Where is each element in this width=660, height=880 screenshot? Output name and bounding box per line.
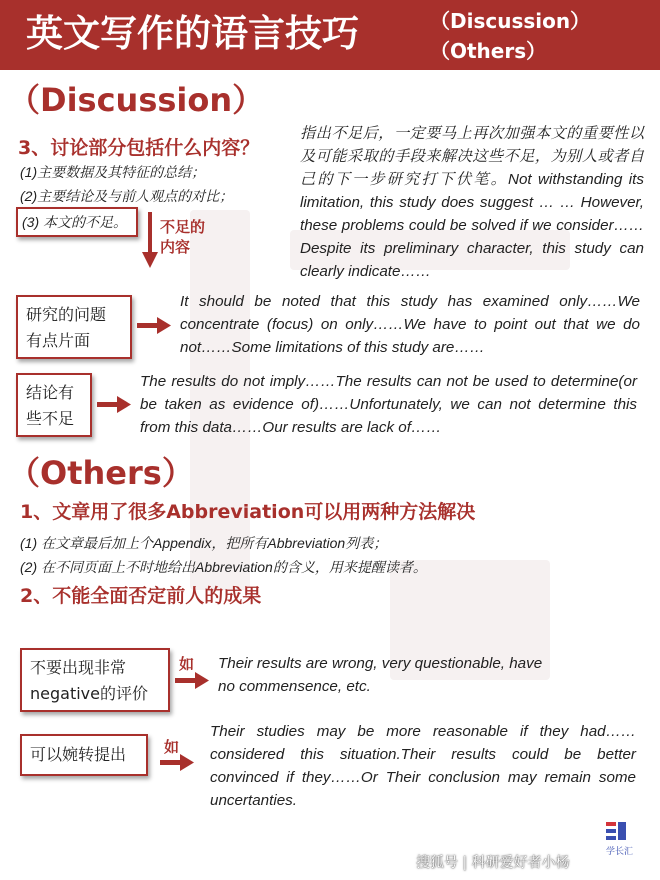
page-title: 英文写作的语言技巧 bbox=[26, 12, 359, 55]
case-label-line2: 些不足 bbox=[26, 409, 75, 428]
page-subtitle-others: （Others） bbox=[430, 39, 547, 63]
arrow-right-icon bbox=[160, 753, 196, 771]
case-text-insufficient-conclusion: The results do not imply……The results can not be used to determine(or be taken as evidence of)……Unfortunately, we can not determine this from this data……Our results are lack of…… bbox=[140, 373, 637, 436]
case-label-line1: 结论有 bbox=[26, 383, 75, 402]
discussion-item-3: (3) 本文的不足。 bbox=[22, 214, 127, 230]
case-label-line1: 不要出现非常 bbox=[30, 658, 127, 677]
case-box-no-negative bbox=[20, 648, 170, 712]
case-text-no-negative: Their results are wrong, very questionable, have no commensence, etc. bbox=[218, 655, 543, 695]
discussion-item-2: (2)主要结论及与前人观点的对比； bbox=[20, 188, 234, 204]
arrow-right-icon bbox=[137, 316, 173, 334]
method-item-1: (1) 在文章最后加上个Appendix，把所有Abbreviation列表； bbox=[20, 535, 388, 551]
arrow-down-icon bbox=[140, 212, 160, 270]
arrow-label-2: 内容 bbox=[160, 238, 191, 256]
case-box-partial-problem bbox=[16, 295, 132, 359]
discussion-section-title: （Discussion） bbox=[8, 81, 265, 119]
arrow-right-icon bbox=[97, 395, 133, 413]
footer-watermark: 搜狐号 | 科研爱好者小杨 bbox=[416, 855, 570, 871]
discussion-item-3-box bbox=[16, 207, 138, 237]
discussion-item-1: (1)主要数据及其特征的总结； bbox=[20, 164, 206, 180]
arrow-label-1: 不足的 bbox=[160, 218, 206, 236]
others-heading-abbreviation: 1、文章用了很多Abbreviation可以用两种方法解决 bbox=[20, 501, 476, 523]
case-label-line1: 可以婉转提出 bbox=[30, 745, 127, 764]
case-label-line1: 研究的问题 bbox=[26, 305, 107, 324]
method-item-2: (2) 在不同页面上不时地给出Abbreviation的含义，用来提醒读者。 bbox=[20, 559, 427, 575]
case-text-partial-problem: It should be noted that this study has examined only……We concentrate (focus) on only……We have to point out that we do not……Some limitations of this study are…… bbox=[180, 293, 640, 356]
others-heading-previous-work: 2、不能全面否定前人的成果 bbox=[20, 585, 262, 607]
arrow-right-icon bbox=[175, 671, 211, 689]
brand-logo-text: 学长汇 bbox=[606, 847, 634, 857]
intro-paragraph: 指出不足后，一定要马上再次加强本文的重要性以及可能采取的手段来解决这些不足，为别人或者自己的下一步研究打下伏笔。Not withstanding its limitation, this study does suggest … … However, these problems could be solved if we consider……Despite its preliminary character, this study can clearly indicate…… bbox=[300, 125, 644, 280]
case-box-tactful bbox=[20, 734, 148, 776]
connector-label: 如 bbox=[179, 655, 195, 673]
case-label-line2: negative的评价 bbox=[30, 684, 148, 703]
brand-logo-icon bbox=[604, 820, 630, 846]
case-label-line2: 有点片面 bbox=[26, 331, 91, 350]
page-subtitle-discussion: （Discussion） bbox=[430, 9, 591, 33]
others-section-title: （Others） bbox=[8, 454, 194, 492]
discussion-question: 3、讨论部分包括什么内容？ bbox=[18, 137, 260, 159]
case-text-tactful: Their studies may be more reasonable if they had……considered this situation.Their results could be better convinced if they……Or Their conclusion may remain some uncertanties. bbox=[210, 723, 636, 809]
case-box-insufficient-conclusion bbox=[16, 373, 92, 437]
connector-label: 如 bbox=[164, 738, 180, 756]
